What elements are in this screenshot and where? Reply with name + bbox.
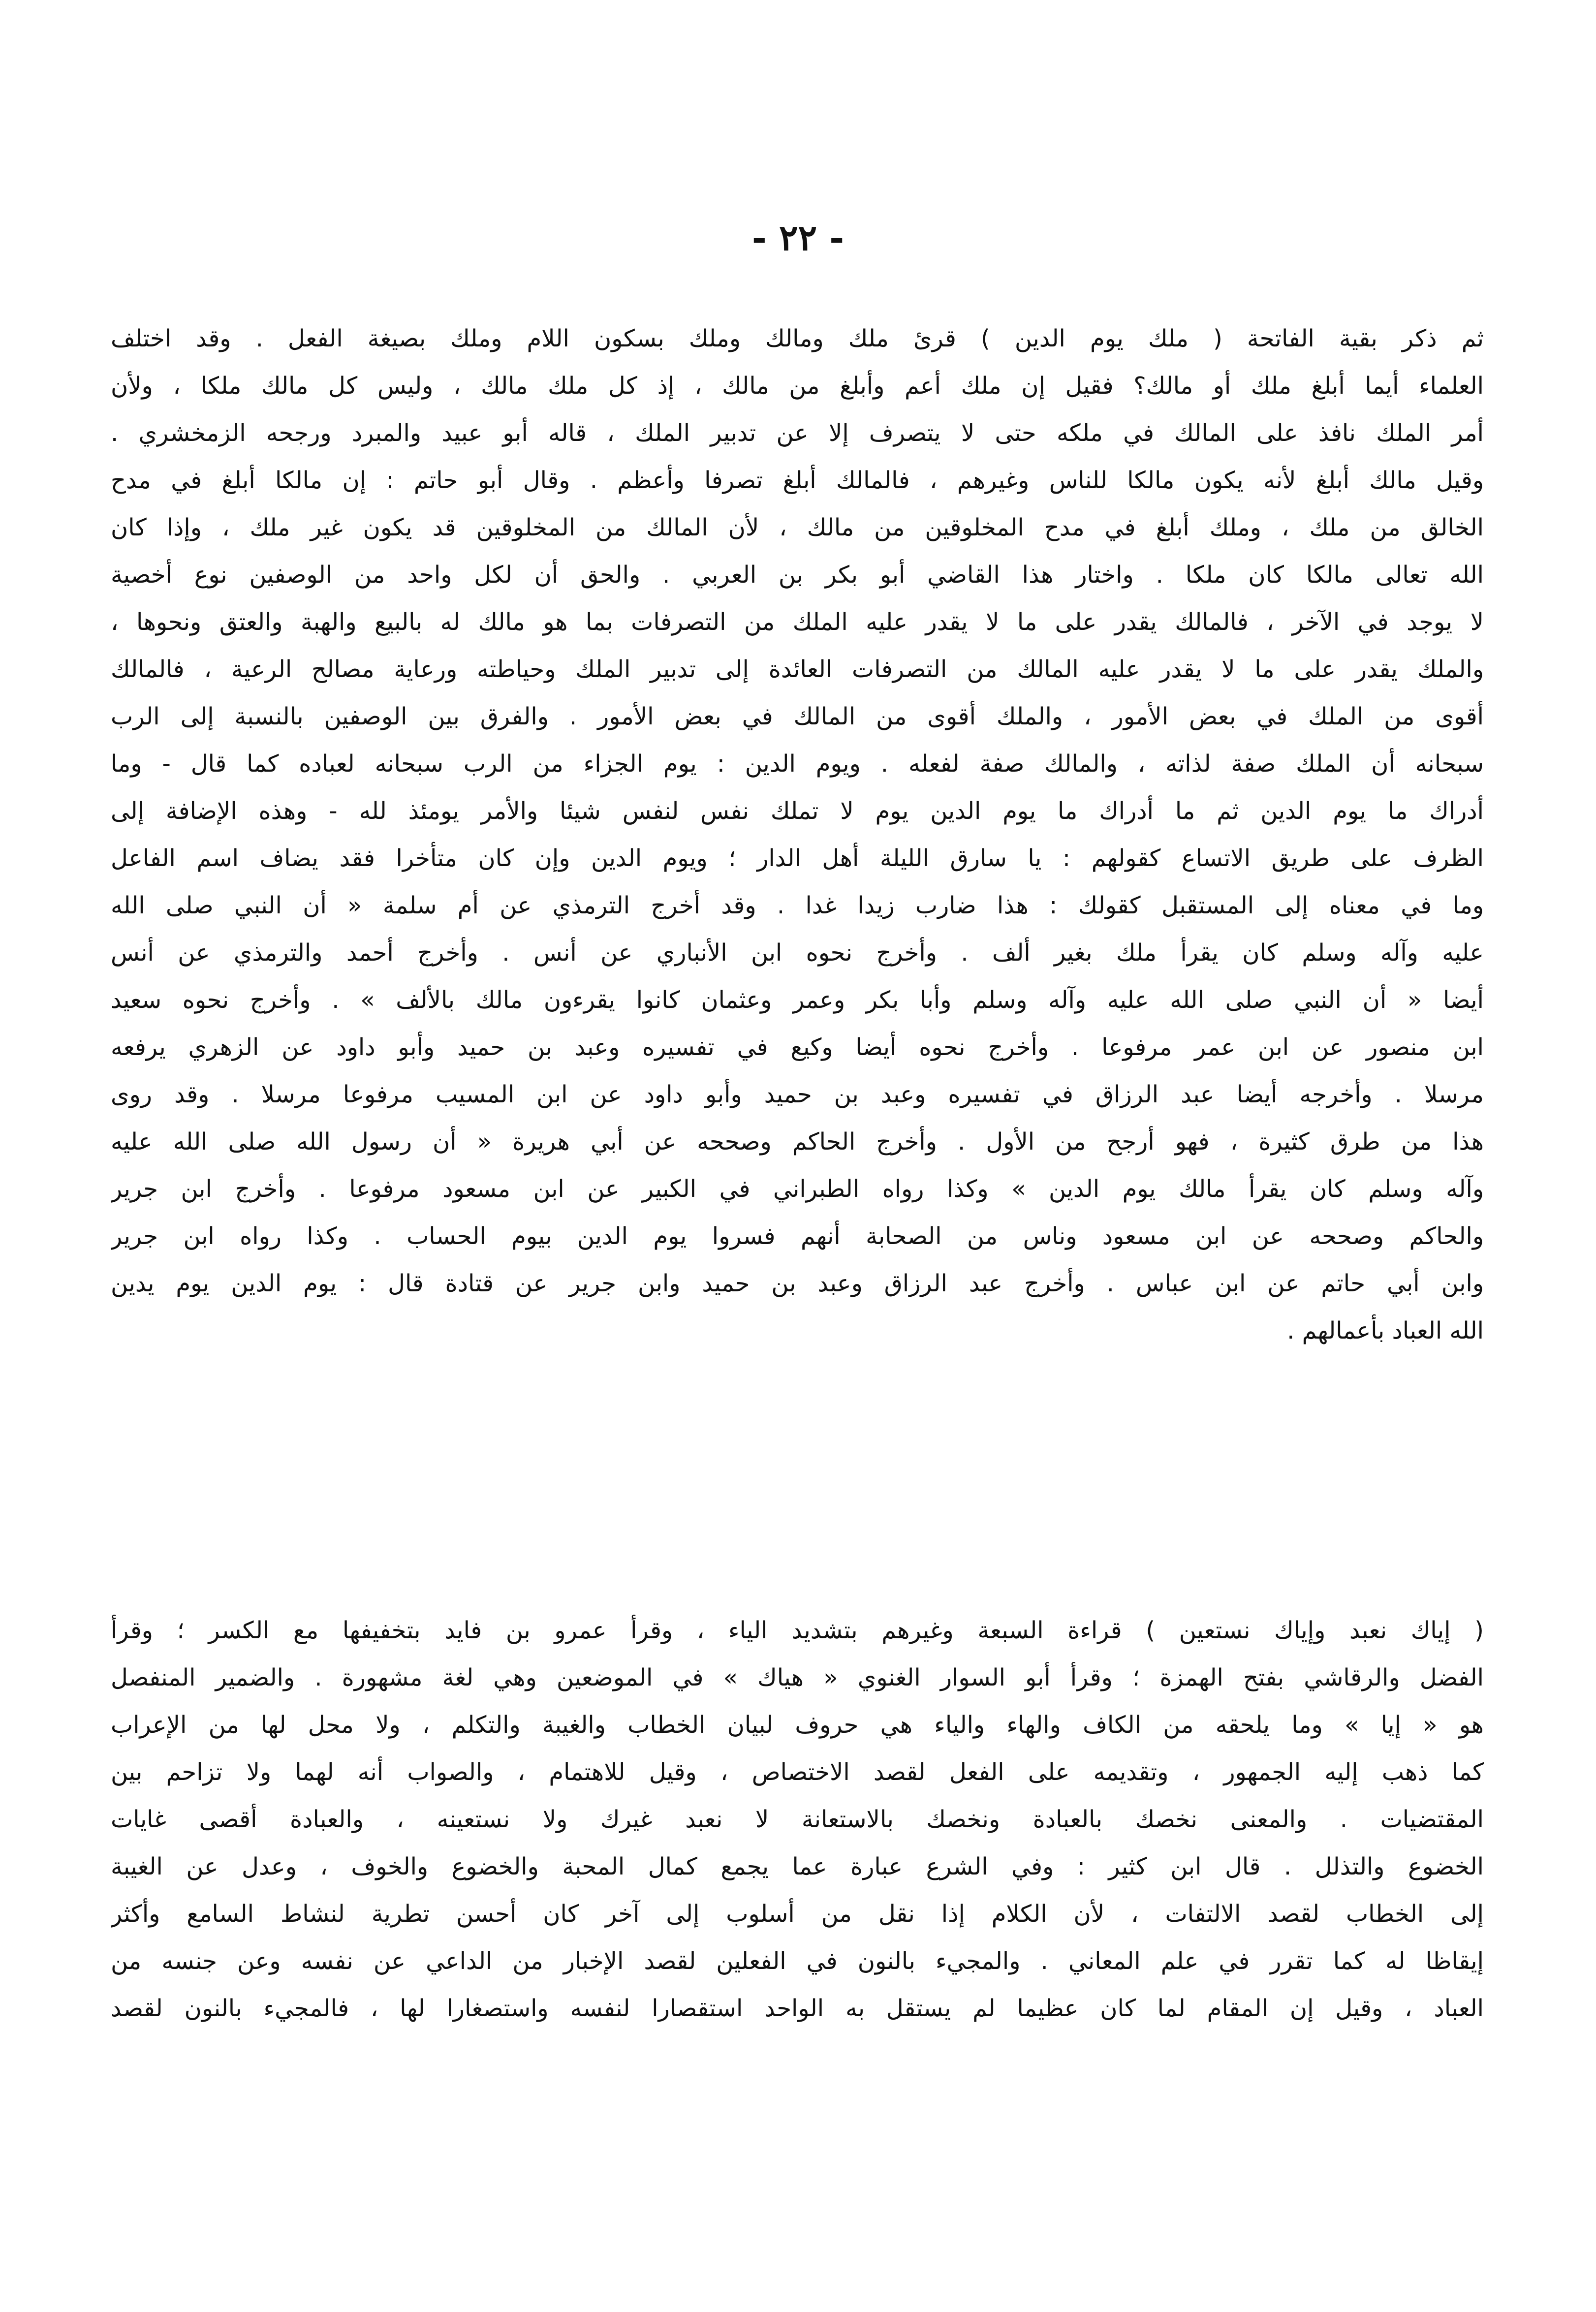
text-line: أمر الملك نافذ على المالك في ملكه حتى لا يتصرف إلا عن تدبير الملك ، قاله أبو عبيد والمبرد ورجحه الزمخشري . [111, 419, 1484, 447]
text-line: العباد ، وقيل إن المقام لما كان عظيما لم يستقل به الواحد استقصارا لنفسه واستصغارا لها ، فالمجيء بالنون لقصد [111, 1995, 1484, 2022]
text-line: هو « إيا » وما يلحقه من الكاف والهاء والياء هي حروف لبيان الخطاب والغيبة والتكلم ، ولا محل لها من الإعراب [111, 1711, 1484, 1739]
paragraph-iyyaka-nabudu [111, 1607, 1484, 2032]
text-line: عليه وآله وسلم كان يقرأ ملك بغير ألف . وأخرج نحوه ابن الأنباري عن أنس . وأخرج أحمد والترمذي عن أنس [111, 939, 1484, 967]
text-line: الله تعالى مالكا كان ملكا . واختار هذا القاضي أبو بكر بن العربي . والحق أن لكل واحد من الوصفين نوع أخصية [111, 561, 1484, 589]
page-number: - ٢٢ - [751, 217, 845, 258]
text-line: وابن أبي حاتم عن ابن عباس . وأخرج عبد الرزاق وعبد بن حميد وابن جرير عن قتادة قال : يوم الدين يوم يدين [111, 1270, 1484, 1297]
text-line: ابن منصور عن ابن عمر مرفوعا . وأخرج نحوه أيضا وكيع في تفسيره وعبد بن حميد وأبو داود عن الزهري يرفعه [111, 1033, 1484, 1061]
text-line: مرسلا . وأخرجه أيضا عبد الرزاق في تفسيره وعبد بن حميد وأبو داود عن ابن المسيب مرفوعا مرسلا . وقد روى [111, 1081, 1484, 1108]
text-line: والملك يقدر على ما لا يقدر عليه المالك من التصرفات العائدة إلى تدبير الملك وحياطته ورعاية مصالح الرعية ، فالمالك [111, 656, 1484, 683]
text-line: ( إياك نعبد وإياك نستعين ) قراءة السبعة وغيرهم بتشديد الياء ، وقرأ عمرو بن فايد بتخفيفها مع الكسر ؛ وقرأ [111, 1617, 1484, 1644]
text-line: والحاكم وصححه عن ابن مسعود وناس من الصحابة أنهم فسروا يوم الدين بيوم الحساب . وكذا رواه ابن جرير [111, 1222, 1484, 1250]
text-line: أدراك ما يوم الدين ثم ما أدراك ما يوم الدين يوم لا تملك نفس لنفس شيئا والأمر يومئذ لله - وهذه الإضافة إلى [111, 797, 1484, 825]
text-line: كما ذهب إليه الجمهور ، وتقديمه على الفعل لقصد الاختصاص ، وقيل للاهتمام ، والصواب أنه لهما ولا تزاحم بين [111, 1758, 1484, 1786]
text-line: وآله وسلم كان يقرأ مالك يوم الدين » وكذا رواه الطبراني في الكبير عن ابن مسعود مرفوعا . وأخرج ابن جرير [111, 1175, 1484, 1203]
text-line: المقتضيات . والمعنى نخصك بالعبادة ونخصك بالاستعانة لا نعبد غيرك ولا نستعينه ، والعبادة أقصى غايات [111, 1806, 1484, 1833]
text-line: الخضوع والتذلل . قال ابن كثير : وفي الشرع عبارة عما يجمع كمال المحبة والخضوع والخوف ، وعدل عن الغيبة [111, 1853, 1484, 1880]
text-line: سبحانه أن الملك صفة لذاته ، والمالك صفة لفعله . ويوم الدين : يوم الجزاء من الرب سبحانه لعباده كما قال - وما [111, 750, 1484, 778]
text-line: الفضل والرقاشي بفتح الهمزة ؛ وقرأ أبو السوار الغنوي « هياك » في الموضعين وهي لغة مشهورة . والضمير المنفصل [111, 1664, 1484, 1691]
text-line: الله العباد بأعمالهم . [1287, 1317, 1484, 1344]
text-line: الخالق من ملك ، وملك أبلغ في مدح المخلوقين من مالك ، لأن المالك من المخلوقين قد يكون غير ملك ، وإذا كان [111, 514, 1484, 541]
text-line: الظرف على طريق الاتساع كقولهم : يا سارق الليلة أهل الدار ؛ ويوم الدين وإن كان متأخرا فقد يضاف اسم الفاعل [111, 844, 1484, 872]
text-line: لا يوجد في الآخر ، فالمالك يقدر على ما لا يقدر عليه الملك من التصرفات بما هو مالك له بالبيع والهبة والعتق ونحوها ، [111, 608, 1484, 636]
text-line: وقيل مالك أبلغ لأنه يكون مالكا للناس وغيرهم ، فالمالك أبلغ تصرفا وأعظم . وقال أبو حاتم : إن مالكا أبلغ في مدح [111, 467, 1484, 494]
text-line: وما في معناه إلى المستقبل كقولك : هذا ضارب زيدا غدا . وقد أخرج الترمذي عن أم سلمة « أن النبي صلى الله [111, 892, 1484, 919]
text-line: ثم ذكر بقية الفاتحة ( ملك يوم الدين ) قرئ ملك ومالك وملك بسكون اللام وملك بصيغة الفعل . وقد اختلف [111, 325, 1484, 352]
text-line: هذا من طرق كثيرة ، فهو أرجح من الأول . وأخرج الحاكم وصححه عن أبي هريرة « أن رسول الله صلى الله عليه [111, 1128, 1484, 1156]
text-line: العلماء أيما أبلغ ملك أو مالك؟ فقيل إن ملك أعم وأبلغ من مالك ، إذ كل ملك مالك ، وليس كل مالك ملكا ، ولأن [111, 372, 1484, 400]
text-line: أيضا « أن النبي صلى الله عليه وآله وسلم وأبا بكر وعمر وعثمان كانوا يقرءون مالك بالألف » . وأخرج نحوه سعيد [111, 986, 1484, 1014]
paragraph-malik-yawm-al-din [111, 315, 1484, 1354]
text-line: إلى الخطاب لقصد الالتفات ، لأن الكلام إذا نقل من أسلوب إلى آخر كان أحسن تطرية لنشاط السامع وأكثر [111, 1900, 1484, 1928]
text-line: إيقاظا له كما تقرر في علم المعاني . والمجيء بالنون في الفعلين لقصد الإخبار من الداعي عن نفسه وعن جنسه من [111, 1947, 1484, 1975]
text-line: أقوى من الملك في بعض الأمور ، والملك أقوى من المالك في بعض الأمور . والفرق بين الوصفين بالنسبة إلى الرب [111, 703, 1484, 730]
